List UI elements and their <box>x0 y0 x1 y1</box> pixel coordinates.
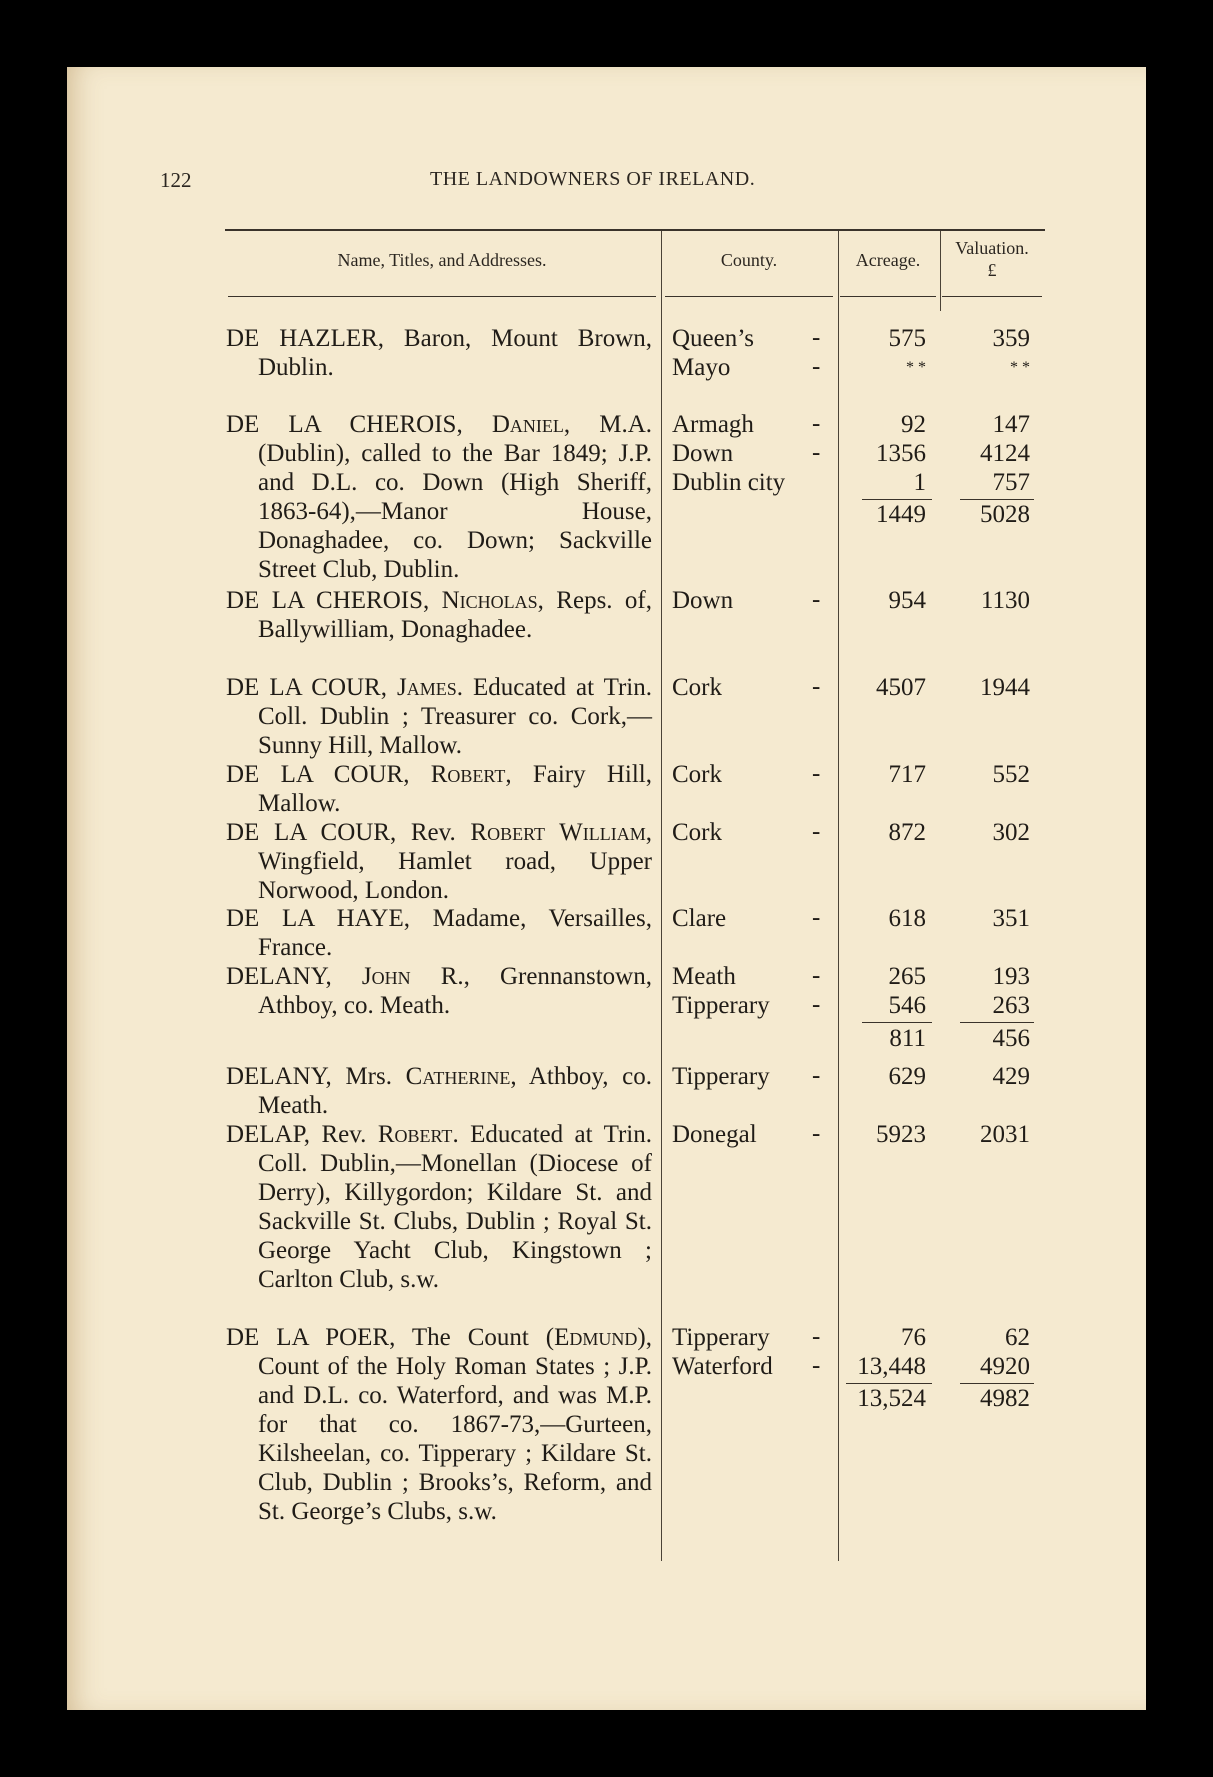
county-cell: Dublin city <box>672 469 786 496</box>
acreage-total: 1449 <box>876 501 926 528</box>
county-cell: Waterford <box>672 1353 773 1380</box>
entry-surname: DELANY <box>226 1063 326 1090</box>
entry-given-name: Robert <box>430 761 506 788</box>
acreage-cell: 1356 <box>876 440 926 467</box>
valuation-cell: 359 <box>992 325 1030 352</box>
entry-prefix: , Rev. <box>389 819 471 846</box>
county-dash: - <box>812 760 821 787</box>
entry-prefix: , Mrs. <box>325 1063 406 1090</box>
entry-prefix: , Rev. <box>303 1121 378 1148</box>
entry-given-name: Edmund <box>554 1324 638 1351</box>
entry-details: , Reps. of, Ballywilliam, Donaghadee. <box>258 587 652 643</box>
entry-surname: DELANY <box>226 963 326 990</box>
county-dash: - <box>812 1062 821 1089</box>
acreage-cell: 76 <box>901 1324 926 1351</box>
entry-given-name: Catherine <box>405 1063 511 1090</box>
entry-de-la-poer-edmund <box>226 1323 652 1526</box>
county-dash: - <box>812 353 821 380</box>
header-bottom-rule-county <box>665 296 833 297</box>
valuation-cell: 757 <box>992 469 1030 496</box>
entry-delany-catherine <box>226 1062 652 1120</box>
county-cell: Cork <box>672 819 722 846</box>
entry-de-la-cour-robert-william <box>226 818 652 905</box>
county-cell: Down <box>672 587 734 614</box>
county-dash: - <box>812 1323 821 1350</box>
valuation-cell: 1944 <box>980 674 1030 701</box>
valuation-cell: 4920 <box>980 1353 1030 1380</box>
entry-surname: DE LA COUR <box>226 761 404 788</box>
entry-details: ), Count of the Holy Roman States ; J.P. and D.L. co. Waterford, and was M.P. for that co. 1867-73,—Gurteen, Kilsheelan, co. Tipperary ; Kildare St. Club, Dublin ; Brooks’s, Reform, and St. George’s Clubs, s.w. <box>258 1324 652 1525</box>
valuation-cell: 552 <box>992 761 1030 788</box>
entry-surname: DE LA CHEROIS <box>226 587 423 614</box>
valuation-total: 5028 <box>980 501 1030 528</box>
county-dash: - <box>812 439 821 466</box>
acreage-cell: 618 <box>888 905 926 932</box>
header-top-rule <box>225 229 1045 231</box>
entry-surname: DELAP <box>226 1121 304 1148</box>
entry-details: , Wingfield, Hamlet road, Upper Norwood, London. <box>258 819 652 904</box>
acreage-cell: 717 <box>888 761 926 788</box>
entry-de-la-cour-robert: DE LA COUR, Robert, Fairy Hill, Mallow. <box>226 761 653 817</box>
acreage-cell: 872 <box>888 819 926 846</box>
header-bottom-rule-valuation <box>942 296 1042 297</box>
column-header-acreage: Acreage. <box>855 250 921 270</box>
acreage-cell: 575 <box>888 325 926 352</box>
county-cell: Down <box>672 440 734 467</box>
page-number: 122 <box>160 168 192 192</box>
county-cell: Tipperary <box>672 992 770 1019</box>
entry-details: , M.A. (Dublin), called to the Bar 1849; J.P. and D.L. co. Down (High Sheriff, 1863-64),—Manor House, Donaghadee, co. Down; Sackville Street Club, Dublin. <box>258 411 652 583</box>
county-dash: - <box>812 1120 821 1147</box>
county-cell: Armagh <box>672 411 754 438</box>
column-rule-2 <box>838 231 839 1561</box>
county-dash: - <box>812 324 821 351</box>
acreage-cell: * * <box>906 359 926 376</box>
acreage-cell: 265 <box>888 963 926 990</box>
county-dash: - <box>812 904 821 931</box>
entry-details: , Baron, Mount Brown, Dublin. <box>258 325 652 381</box>
header-bottom-rule-acreage <box>840 296 936 297</box>
entry-surname: DE LA COUR <box>226 819 390 846</box>
entry-surname: DE LA HAYE <box>226 905 404 932</box>
entry-details: , Athboy, co. Meath. <box>258 1063 652 1119</box>
entry-given-name: John <box>361 963 411 990</box>
county-dash: - <box>812 586 821 613</box>
county-cell: Donegal <box>672 1121 757 1148</box>
acreage-total: 811 <box>889 1025 926 1052</box>
valuation-cell: 1130 <box>980 587 1030 614</box>
county-dash: - <box>812 991 821 1018</box>
acreage-cell: 13,448 <box>857 1353 926 1380</box>
county-cell: Mayo <box>672 354 731 381</box>
valuation-cell: 351 <box>992 905 1030 932</box>
column-rule-3 <box>940 231 941 311</box>
entry-de-la-cherois-daniel: DE LA CHEROIS, Daniel, M.A. (Dublin), called to the Bar 1849; J.P. and D.L. co. Down (High Sheriff, 1863-64),—Manor House, Donaghadee, co. Down; Sackville Street Club, Dublin. <box>226 411 652 583</box>
entry-details: R., Grennanstown, Athboy, co. Meath. <box>258 963 652 1019</box>
entry-surname: DE LA COUR <box>226 674 381 701</box>
entry-de-la-cour-james: DE LA COUR, James. Educated at Trin. Coll. Dublin ; Treasurer co. Cork,—Sunny Hill, Mallow. <box>226 674 652 759</box>
entry-given-name: Daniel <box>491 411 564 438</box>
sum-rule <box>862 1022 932 1023</box>
entry-surname: DE LA CHEROIS <box>226 411 457 438</box>
entry-de-hazler <box>226 324 652 382</box>
county-dash: - <box>812 1352 821 1379</box>
valuation-total: 456 <box>992 1025 1030 1052</box>
valuation-cell: 193 <box>992 963 1030 990</box>
valuation-cell: 62 <box>1005 1324 1030 1351</box>
county-cell: Queen’s <box>672 325 754 352</box>
acreage-cell: 4507 <box>876 674 926 701</box>
entry-de-la-haye <box>226 904 652 962</box>
header-bottom-rule-name <box>228 296 656 297</box>
column-rule-1 <box>661 231 662 1561</box>
entry-given-name: Robert William <box>470 819 646 846</box>
county-cell: Tipperary <box>672 1324 770 1351</box>
valuation-cell: 4124 <box>980 440 1030 467</box>
entry-delap-robert <box>226 1120 652 1294</box>
column-header-county: County. <box>720 250 778 270</box>
entry-delany-john: DELANY, John R., Grennanstown, Athboy, co. Meath. <box>226 963 652 1019</box>
entry-prefix: , The Count ( <box>389 1324 555 1351</box>
valuation-cell: 429 <box>992 1063 1030 1090</box>
valuation-total: 4982 <box>980 1385 1030 1412</box>
acreage-cell: 954 <box>888 587 926 614</box>
acreage-total: 13,524 <box>857 1385 926 1412</box>
page-title: THE LANDOWNERS OF IRELAND. <box>430 168 756 190</box>
valuation-cell: 263 <box>992 992 1030 1019</box>
entry-details: . Educated at Trin. Coll. Dublin,—Monellan (Diocese of Derry), Killygordon; Kildare St. and Sackville St. Clubs, Dublin ; Royal St. George Yacht Club, Kingstown ; Carlton Club, s.w. <box>258 1121 652 1293</box>
entry-de-la-cherois-nicholas: DE LA CHEROIS, Nicholas, Reps. of, Ballywilliam, Donaghadee. <box>226 587 652 643</box>
column-header-valuation-unit: £ <box>987 260 997 280</box>
entry-given-name: James <box>396 674 457 701</box>
valuation-cell: 2031 <box>980 1121 1030 1148</box>
acreage-cell: 629 <box>888 1063 926 1090</box>
column-header-name: Name, Titles, and Addresses. <box>337 250 547 270</box>
county-dash: - <box>812 410 821 437</box>
county-dash: - <box>812 962 821 989</box>
entry-details: . Educated at Trin. Coll. Dublin ; Treasurer co. Cork,—Sunny Hill, Mallow. <box>258 674 652 759</box>
entry-given-name: Robert <box>377 1121 453 1148</box>
entry-surname: DE LA POER <box>226 1324 390 1351</box>
county-cell: Clare <box>672 905 727 932</box>
acreage-cell: 546 <box>888 992 926 1019</box>
county-cell: Cork <box>672 674 722 701</box>
entry-surname: DE HAZLER <box>226 325 378 352</box>
valuation-cell: 147 <box>992 411 1030 438</box>
sum-rule <box>960 1022 1034 1023</box>
acreage-cell: 92 <box>901 411 926 438</box>
county-cell: Cork <box>672 761 722 788</box>
entry-given-name: Nicholas <box>441 587 538 614</box>
acreage-cell: 1 <box>913 469 926 496</box>
entry-details: , Fairy Hill, Mallow. <box>258 761 653 817</box>
entry-details: , Madame, Versailles, France. <box>258 905 652 961</box>
county-cell: Meath <box>672 963 736 990</box>
valuation-cell: 302 <box>992 819 1030 846</box>
acreage-cell: 5923 <box>876 1121 926 1148</box>
county-dash: - <box>812 818 821 845</box>
county-cell: Tipperary <box>672 1063 770 1090</box>
valuation-cell: * * <box>1010 359 1030 376</box>
column-header-valuation: Valuation. <box>955 238 1029 258</box>
county-dash: - <box>812 673 821 700</box>
